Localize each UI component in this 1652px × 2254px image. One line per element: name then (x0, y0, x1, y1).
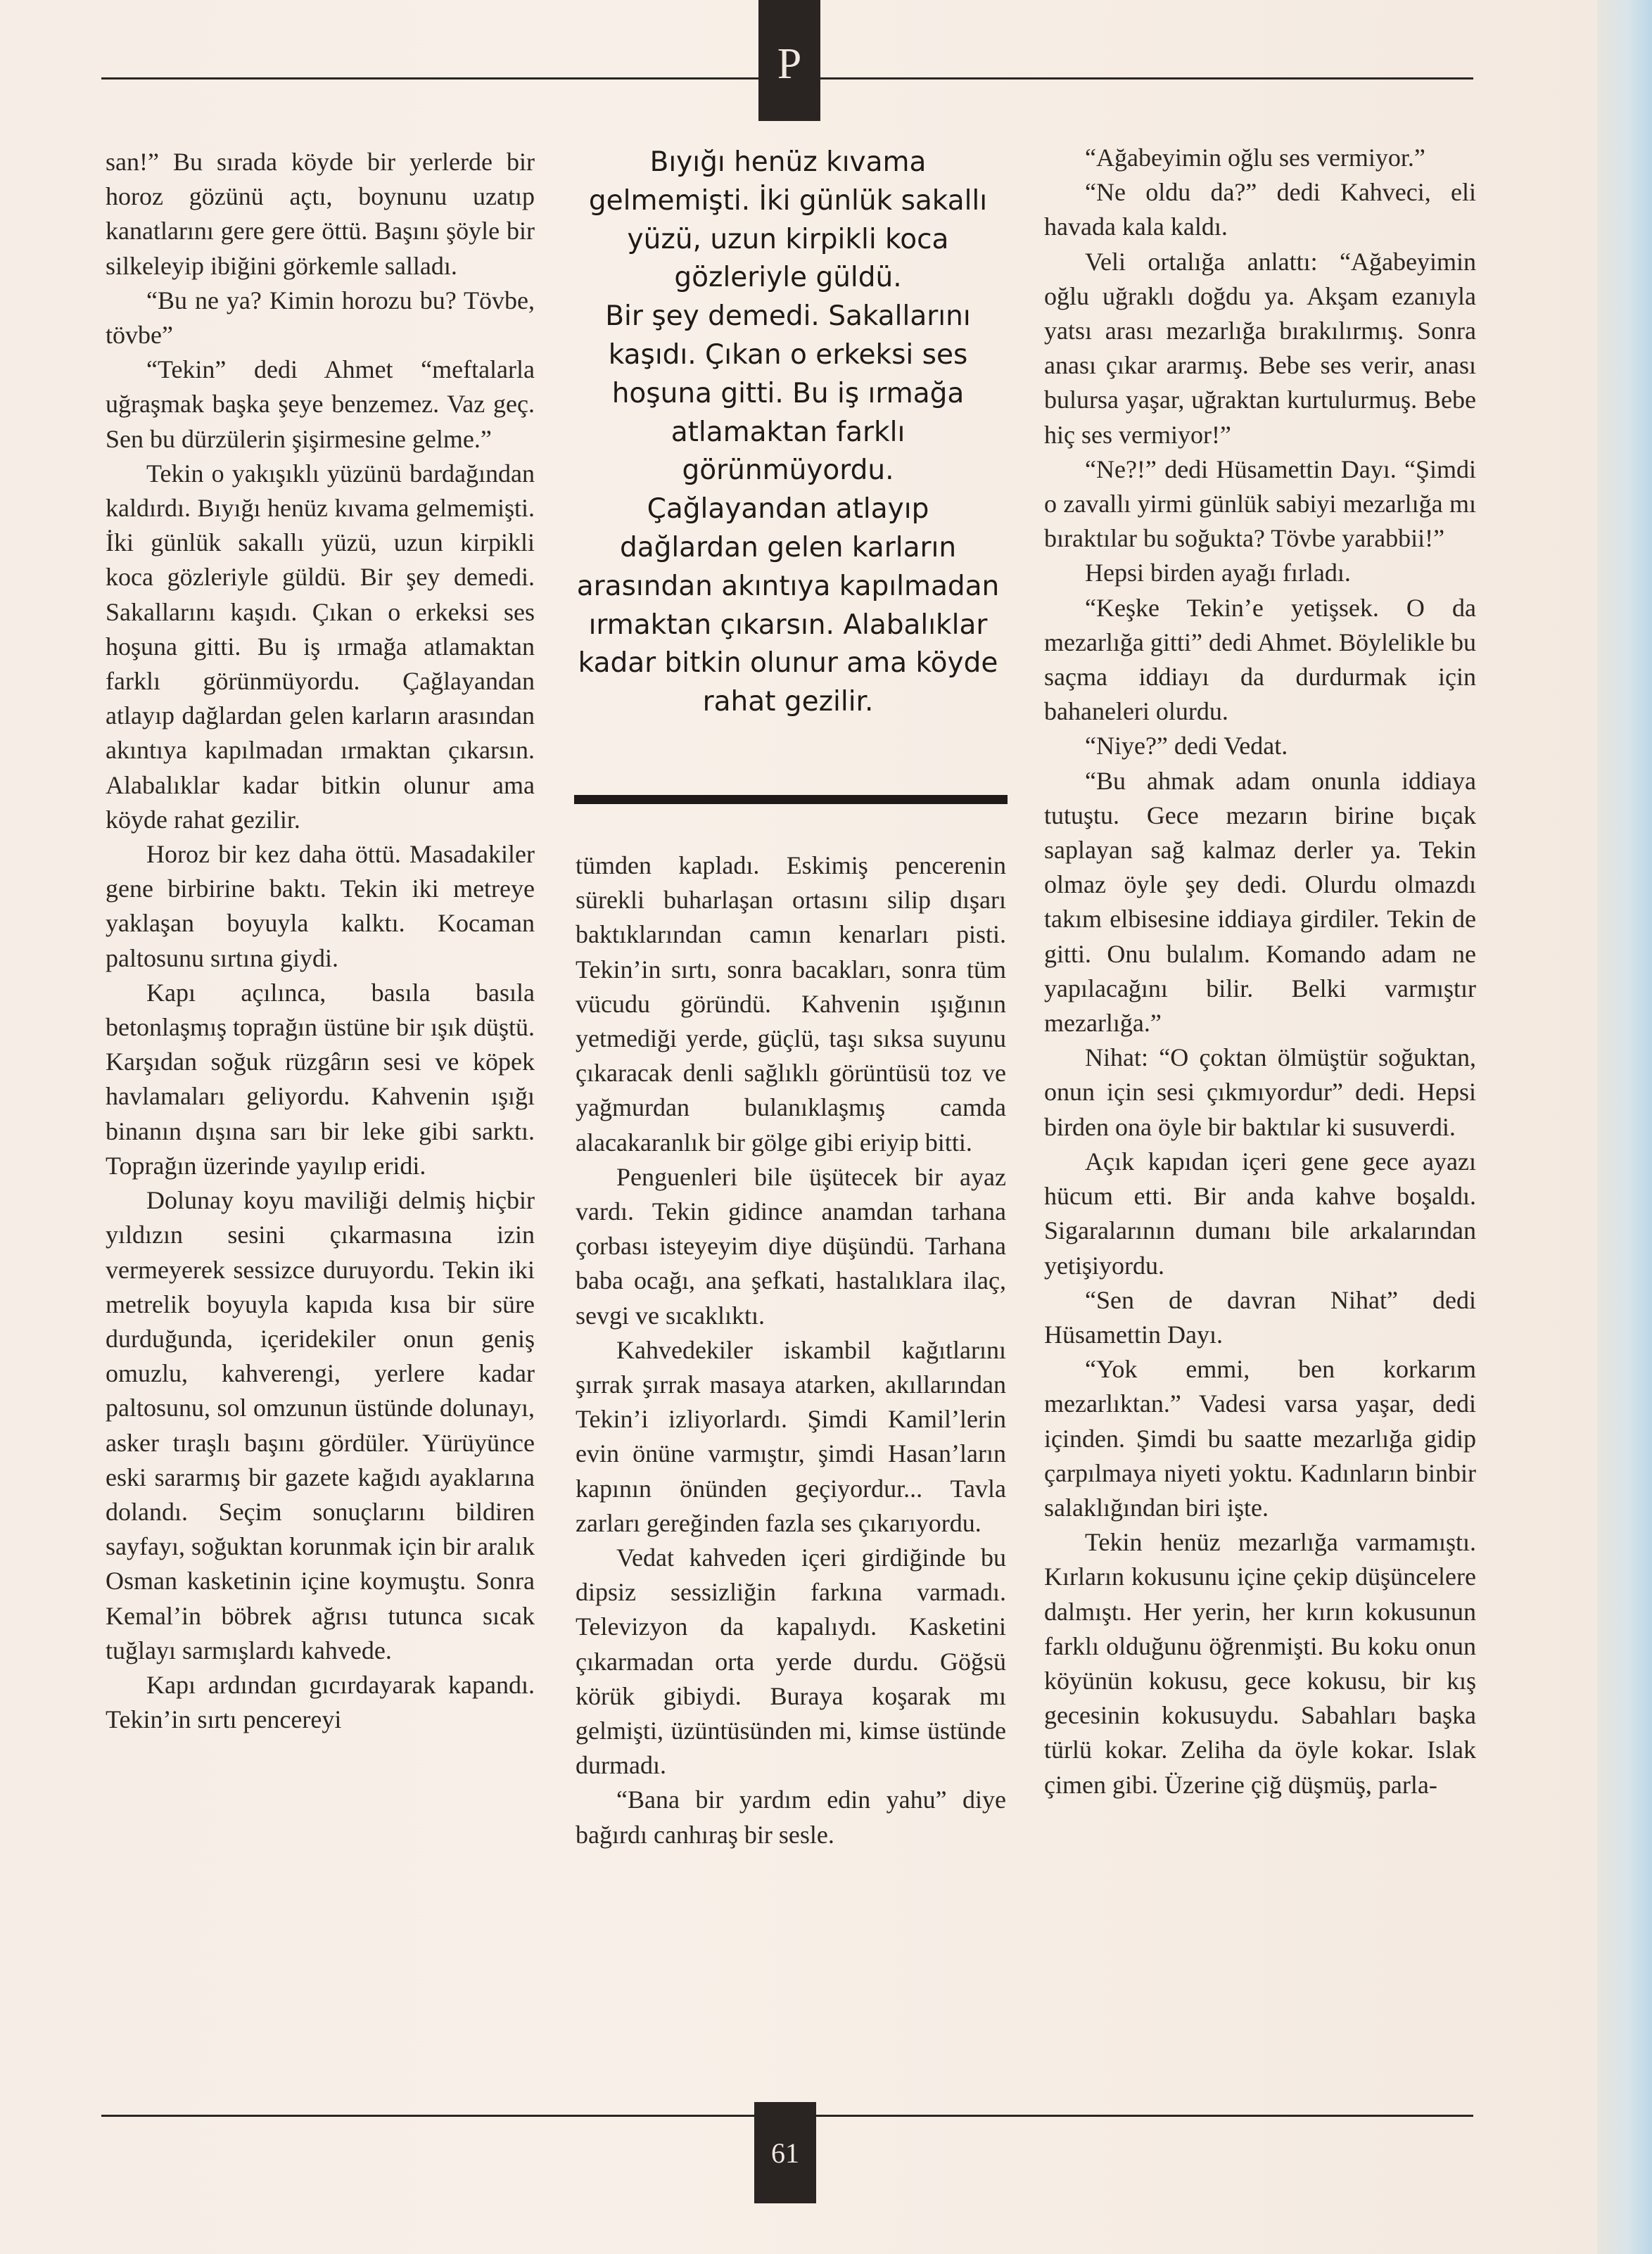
paragraph: Hepsi birden ayağı fırladı. (1085, 559, 1351, 587)
paragraph: Tekin henüz mezarlığa varmamıştı. Kırların kokusunu içine çekip düşüncelere dalmıştı. Her yerin, her kırın kokusunun farklı olduğunu öğrenmişti. Bu koku onun köyünün kokusu, gece kokusu, bir kış gecesinin kokusuydu. Sabahları başka türlü kokar. Zeliha da öyle kokar. Islak çimen gibi. Üzerine çiğ düşmüş, parla- (1044, 1528, 1476, 1799)
paragraph: “Ne oldu da?” dedi Kahveci, eli havada kala kaldı. (1044, 178, 1476, 241)
pull-quote-line: dağlardan gelen karların (619, 531, 957, 564)
paragraph: Penguenleri bile üşütecek bir ayaz vardı. Tekin gidince anamdan tarhana çorbası isteyeyim diye düşündü. Tarhana baba ocağı, ana şefkati, hastalıklara ilaç, sevgi ve sıcaklıktı. (576, 1162, 1006, 1330)
paragraph: “Niye?” dedi Vedat. (1085, 732, 1288, 760)
paragraph: Kahvedekiler iskambil kağıtlarını şırrak şırrak masaya atarken, akıllarından Tekin’i izliyorlardı. Şimdi Kamil’lerin evin önüne varmıştır, şimdi Hasan’ların kapının önünden geçiyordur... Tavla zarları gereğinden fazla ses çıkarıyordu. (576, 1335, 1006, 1537)
paragraph: “Bu ahmak adam onunla iddiaya tutuştu. Gece mezarın birine bıçak saplayan sağ kalmaz derler ya. Tekin olmaz öyle şey dedi. Olurdu olmazdı takım elbisesine iddiaya girdiler. Tekin de gitti. Onu bulalım. Komando adam ne yapılacağını bilir. Belki varmıştır mezarlığa.” (1044, 766, 1476, 1038)
pull-quote-line: Çağlayandan atlayıp (647, 493, 929, 526)
section-tab (758, 0, 820, 121)
paragraph: “Bu ne ya? Kimin horozu bu? Tövbe, tövbe” (106, 286, 535, 350)
pull-quote-line: Bir şey demedi. Sakallarını (605, 300, 971, 333)
page-edge (1597, 0, 1652, 2254)
paragraph: “Yok emmi, ben korkarım mezarlıktan.” Vadesi varsa yaşar, dedi içinden. Şimdi bu saatte mezarlığa gidip çarpılmaya niyeti yoktu. Kadınların binbir salaklığından biri işte. (1044, 1355, 1476, 1522)
pull-quote-rule (574, 795, 1008, 804)
pull-quote-line: rahat gezilir. (702, 686, 874, 718)
page-number-tab (754, 2102, 816, 2203)
paragraph: “Bana bir yardım edin yahu” diye bağırdı canhıraş bir sesle. (576, 1785, 1006, 1849)
pull-quote (563, 144, 1013, 722)
paragraph: “Ağabeyimin oğlu ses vermiyor.” (1085, 144, 1425, 172)
paragraph: Dolunay koyu maviliği delmiş hiçbir yıldızın sesini çıkarmasına izin vermeyerek sessizce duruyordu. Tekin iki metrelik boyuyla kapıda kısa bir süre durduğunda, içeridekiler onun geniş omuzlu, kahverengi, yerlere kadar paltosunu, sol omzunun üstünde dolunayı, asker tıraşlı başını gördüler. Yürüyünce eski sararmış bir gazete kağıdı ayaklarına dolandı. Seçim sonuçlarını bildiren sayfayı, soğuktan korunmak için bir aralık Osman kasketinin içine koymuştu. Sonra Kemal’in böbrek ağrısı tutunca sıcak tuğlayı sarmışlardı kahvede. (106, 1186, 535, 1664)
section-letter: P (777, 39, 802, 88)
paragraph: Açık kapıdan içeri gene gece ayazı hücum etti. Bir anda kahve boşaldı. Sigaralarının dumanı bile arkalarından yetişiyordu. (1044, 1147, 1476, 1280)
paragraph: Veli ortalığa anlattı: “Ağabeyimin oğlu uğraklı doğdu ya. Akşam ezanıyla yatsı arası mezarlığa bırakılırmış. Sonra anası çıkar ararmış. Bebe ses verir, anası bulursa yaşar, uğraktan kurtulurmuş. Bebe hiç ses vermiyor!” (1044, 247, 1476, 449)
pull-quote-line: yüzü, uzun kirpikli koca (627, 223, 949, 255)
paragraph: “Ne?!” dedi Hüsamettin Dayı. “Şimdi o zavallı yirmi günlük sabiyi mezarlığa mı bıraktılar bu soğukta? Tövbe yarabbii!” (1044, 454, 1476, 553)
paragraph: Nihat: “O çoktan ölmüştür soğuktan, onun için sesi çıkmıyordur” dedi. Hepsi birden ona öyle bir baktılar ki susuverdi. (1044, 1043, 1476, 1141)
pull-quote-line: gözleriyle güldü. (674, 262, 902, 294)
paragraph: Kapı ardından gıcırdayarak kapandı. Tekin’in sırtı pencereyi (106, 1670, 535, 1734)
pull-quote-line: gelmemişti. İki günlük sakallı (588, 184, 988, 217)
text-column-left (106, 145, 535, 1737)
paragraph: san!” Bu sırada köyde bir yerlerde bir horoz gözünü açtı, boynunu uzatıp kanatlarını gere gere öttü. Başını şöyle bir silkeleyip ibiğini görkemle salladı. (106, 148, 535, 280)
paragraph: “Keşke Tekin’e yetişsek. O da mezarlığa gitti” dedi Ahmet. Böylelikle bu saçma iddiayı da durdurmak için bahaneleri olurdu. (1044, 593, 1476, 726)
pull-quote-line: hoşuna gitti. Bu iş ırmağa (611, 377, 965, 409)
paragraph: Horoz bir kez daha öttü. Masadakiler gene birbirine baktı. Tekin iki metreye yaklaşan boyuyla kalktı. Kocaman paltosunu sırtına giydi. (106, 840, 535, 972)
page-number: 61 (771, 2137, 799, 2169)
text-column-middle (576, 848, 1006, 1852)
pull-quote-line: kaşıdı. Çıkan o erkeksi ses (608, 338, 968, 371)
paragraph: “Sen de davran Nihat” dedi Hüsamettin Dayı. (1044, 1285, 1476, 1349)
paragraph: Tekin o yakışıklı yüzünü bardağından kaldırdı. Bıyığı henüz kıvama gelmemişti. İki günlük sakallı yüzü, uzun kirpikli koca gözleriyle güldü. Bir şey demedi. Sakallarını kaşıdı. Çıkan o erkeksi ses hoşuna gitti. Bu iş ırmağa atlamaktan farklı görünmüyordu. Çağlayandan atlayıp dağlardan gelen karların arasından akıntıya kapılmadan ırmaktan çıkarsın. Alabalıklar kadar bitkin olunur ama köyde rahat gezilir. (106, 459, 535, 834)
pull-quote-line: görünmüyordu. (682, 454, 894, 487)
pull-quote-line: atlamaktan farklı (671, 416, 906, 448)
pull-quote-line: arasından akıntıya kapılmadan (576, 570, 1000, 602)
pull-quote-line: Bıyığı henüz kıvama (649, 146, 927, 178)
paragraph: tümden kapladı. Eskimiş pencerenin sürekli buharlaşan ortasını silip dışarı baktıklarından camın kenarları pisti. Tekin’in sırtı, sonra bacakları, sonra tüm vücudu göründü. Kahvenin ışığının yetmediği yerde, güçlü, taşı sıksa suyunu çıkaracak denli sağlıklı görüntüsü toz ve yağmurdan bulanıklaşmış camda alacakaranlık bir gölge gibi eriyip bitti. (576, 851, 1006, 1157)
pull-quote-line: ırmaktan çıkarsın. Alabalıklar (588, 609, 988, 641)
paragraph: “Tekin” dedi Ahmet “meftalarla uğraşmak başka şeye benzemez. Vaz geç. Sen bu dürzülerin şişirmesine gelme.” (106, 355, 535, 453)
pull-quote-line: kadar bitkin olunur ama köyde (578, 647, 998, 680)
paragraph: Vedat kahveden içeri girdiğinde bu dipsiz sessizliğin farkına varmadı. Televizyon da kapalıydı. Kasketini çıkarmadan orta yerde durdu. Göğsü körük gibiydi. Buraya koşarak mı gelmişti, üzüntüsünden mi, kimse üstünde durmadı. (576, 1543, 1006, 1780)
paragraph: Kapı açılınca, basıla basıla betonlaşmış toprağın üstüne bir ışık düştü. Karşıdan soğuk rüzgârın sesi ve köpek havlamaları geliyordu. Kahvenin ışığı binanın dışına sarı bir leke gibi sarktı. Toprağın üzerinde yayılıp eridi. (106, 978, 535, 1180)
text-column-right (1044, 141, 1476, 1802)
